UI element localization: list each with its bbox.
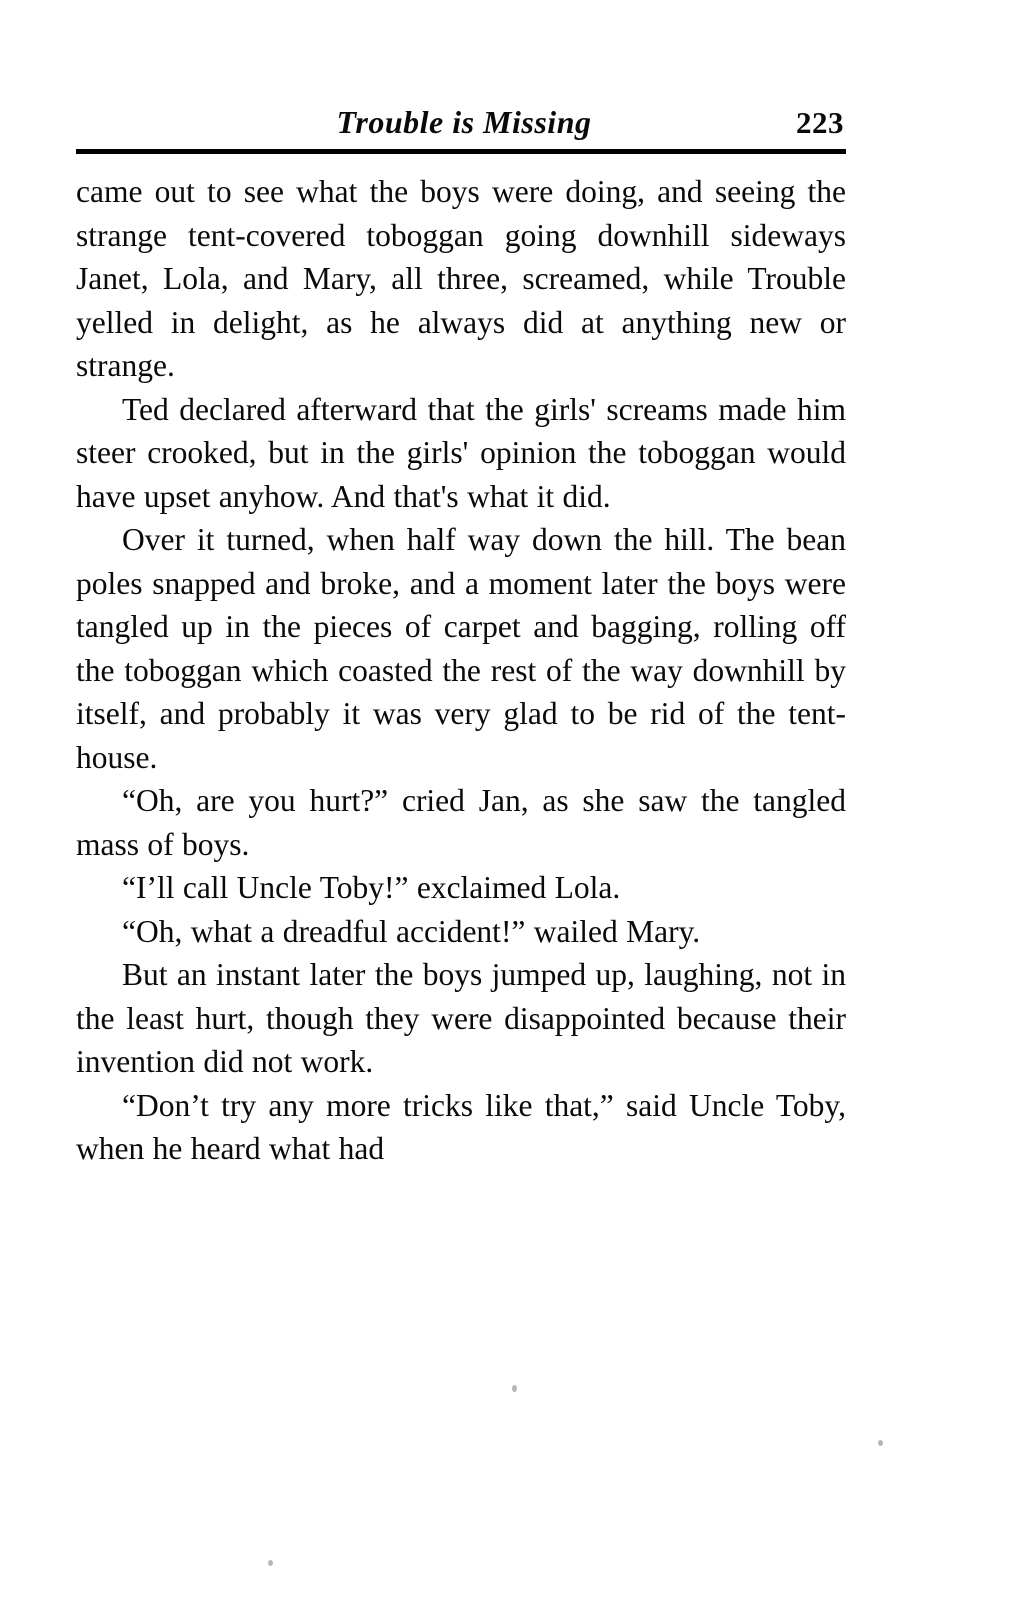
body-text [76, 170, 846, 1171]
paragraph: Ted declared afterward that the girls' screams made him steer crooked, but in the girls' opinion the toboggan would have upset anyhow. And that's what it did. [76, 391, 846, 514]
paragraph: “Oh, what a dreadful accident!” wailed Mary. [122, 913, 701, 949]
page-number: 223 [796, 105, 844, 140]
scan-speck [268, 1560, 273, 1566]
header-rule [76, 149, 846, 154]
running-head [76, 104, 846, 147]
scan-speck [878, 1440, 883, 1446]
paragraph: “Oh, are you hurt?” cried Jan, as she saw the tangled mass of boys. [76, 783, 846, 862]
page-content [76, 104, 846, 1171]
scan-speck [512, 1385, 517, 1392]
paragraph: “I’ll call Uncle Toby!” exclaimed Lola. [122, 870, 621, 905]
page-title: Trouble is Missing [336, 104, 592, 140]
paragraph: But an instant later the boys jumped up, laughing, not in the least hurt, though they were disappointed because their invention did not work. [76, 957, 846, 1079]
paragraph: came out to see what the boys were doing, and seeing the strange tent-covered toboggan going downhill sideways Janet, Lola, and Mary, all three, screamed, while Trouble yelled in delight, as he always did at anything new or strange. [76, 174, 846, 383]
paragraph: “Don’t try any more tricks like that,” said Uncle Toby, when he heard what had [76, 1087, 846, 1166]
paragraph: Over it turned, when half way down the hill. The bean poles snapped and broke, and a moment later the boys were tangled up in the pieces of carpet and bagging, rolling off the toboggan which coasted the rest of the way downhill by itself, and probably it was very glad to be rid of the tent-house. [76, 522, 846, 775]
